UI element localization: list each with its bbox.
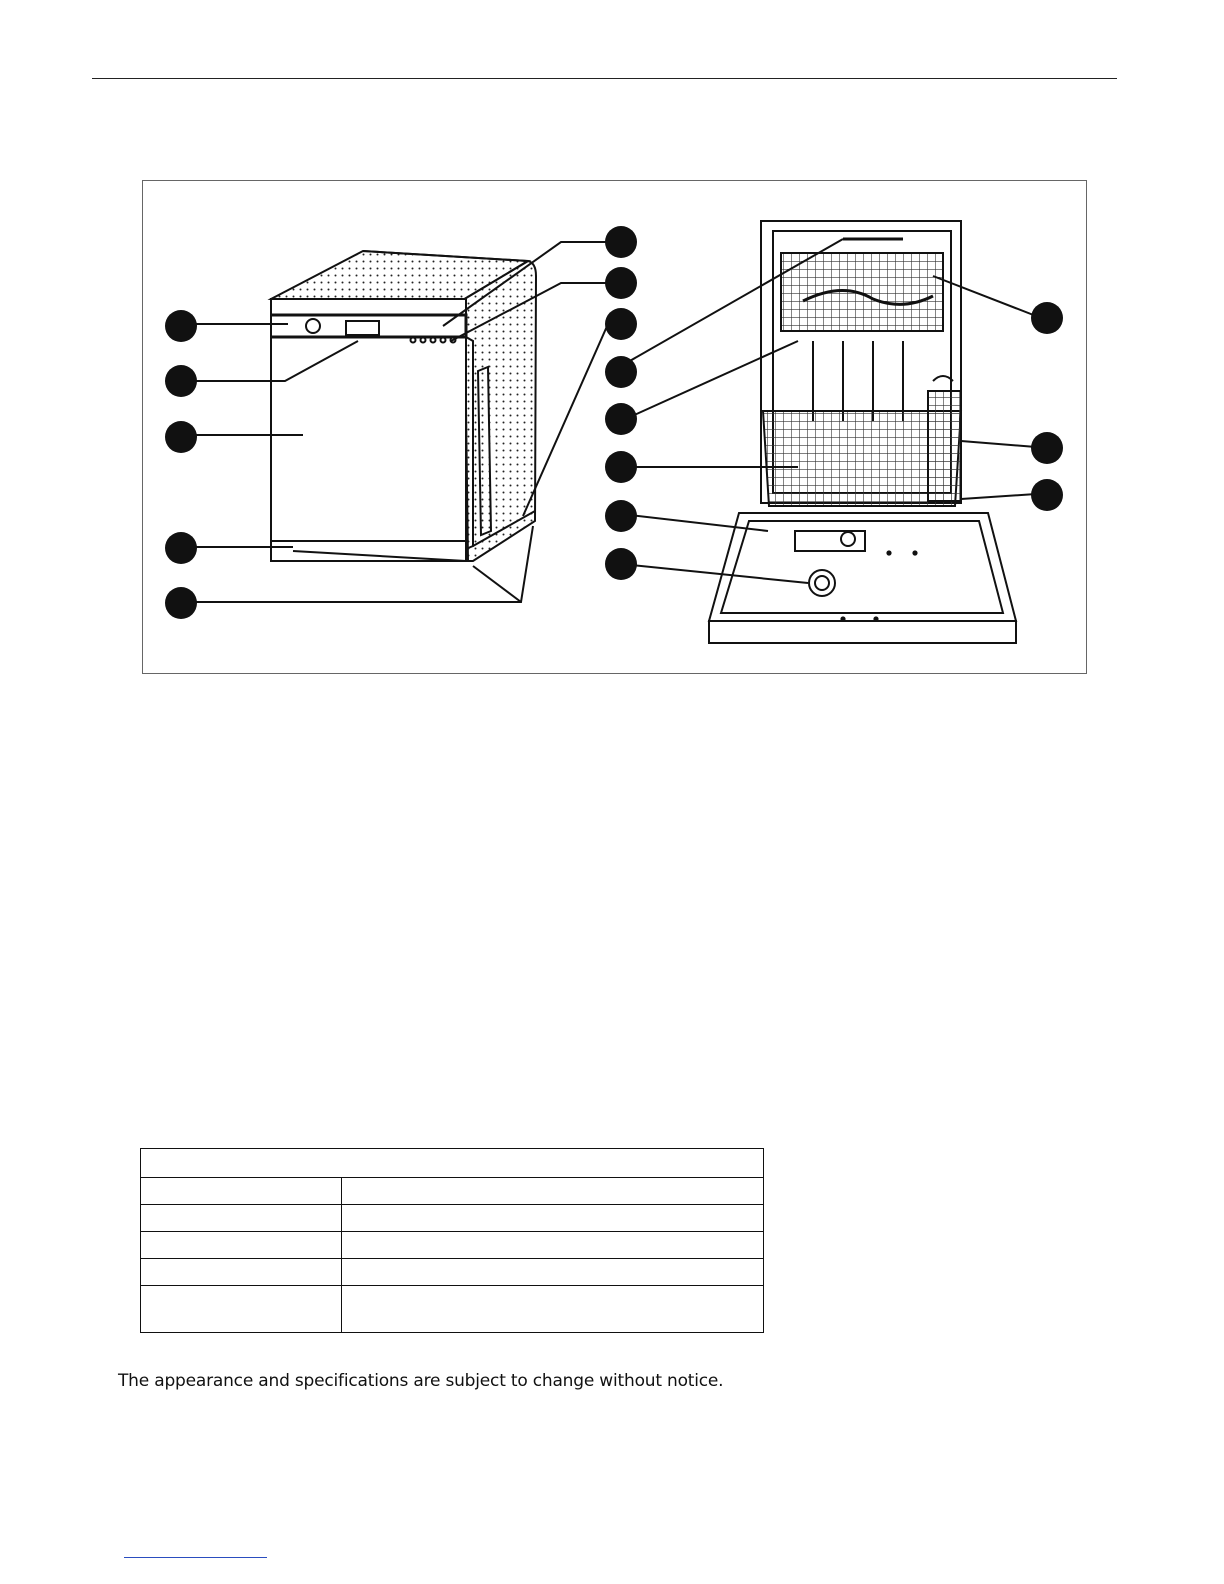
table-row [141, 1259, 764, 1286]
specifications-table [140, 1148, 764, 1333]
table-row [141, 1205, 764, 1232]
callout-bubble [605, 226, 637, 258]
callout-bubble [1031, 432, 1063, 464]
callout-bubble [605, 356, 637, 388]
open-dishwasher [709, 221, 1016, 643]
dishwasher-illustration [143, 181, 1088, 675]
table-row [141, 1178, 764, 1205]
callout-bubble [165, 310, 197, 342]
footer-link-underline [124, 1557, 267, 1558]
table-row [141, 1232, 764, 1259]
spec-label [141, 1178, 342, 1205]
header-rule [92, 78, 1117, 79]
table-row [141, 1286, 764, 1333]
spec-label [141, 1286, 342, 1333]
callout-bubble [605, 308, 637, 340]
callout-bubble [605, 548, 637, 580]
spec-value [342, 1232, 764, 1259]
callout-bubble [605, 451, 637, 483]
callout-bubble [605, 403, 637, 435]
callout-bubble [165, 365, 197, 397]
closed-dishwasher [271, 251, 536, 561]
spec-value [342, 1259, 764, 1286]
spec-value [342, 1205, 764, 1232]
callout-bubble [1031, 302, 1063, 334]
callout-bubble [165, 587, 197, 619]
spec-label [141, 1205, 342, 1232]
callout-bubble [605, 267, 637, 299]
spec-label [141, 1259, 342, 1286]
spec-value [342, 1178, 764, 1205]
callout-bubble [605, 500, 637, 532]
callout-bubble [1031, 479, 1063, 511]
spec-value [342, 1286, 764, 1333]
spec-label [141, 1232, 342, 1259]
spec-table-header [141, 1149, 764, 1178]
callout-bubble [165, 532, 197, 564]
dishwasher-parts-figure [142, 180, 1087, 674]
disclaimer-note: The appearance and specifications are subject to change without notice. [118, 1371, 724, 1391]
callout-bubble [165, 421, 197, 453]
